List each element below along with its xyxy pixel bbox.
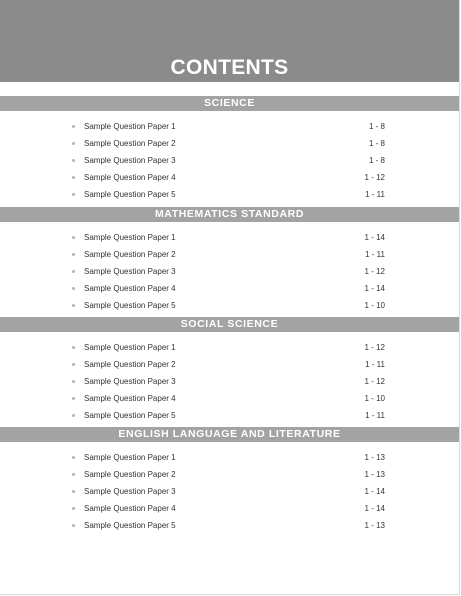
bullet-icon bbox=[72, 397, 75, 400]
item-page-range: 1 - 13 bbox=[364, 470, 385, 479]
item-page-range: 1 - 13 bbox=[364, 453, 385, 462]
item-label: Sample Question Paper 1 bbox=[84, 233, 176, 242]
bullet-icon bbox=[72, 176, 75, 179]
item-page-range: 1 - 11 bbox=[365, 250, 385, 259]
page-title: CONTENTS bbox=[170, 56, 289, 79]
item-page-range: 1 - 12 bbox=[364, 343, 385, 352]
bullet-icon bbox=[72, 304, 75, 307]
bullet-icon bbox=[72, 456, 75, 459]
bullet-icon bbox=[72, 507, 75, 510]
list-item[interactable] bbox=[0, 229, 459, 246]
item-label: Sample Question Paper 2 bbox=[84, 470, 176, 479]
item-label: Sample Question Paper 2 bbox=[84, 139, 176, 148]
list-item[interactable] bbox=[0, 407, 459, 424]
list-item[interactable] bbox=[0, 152, 459, 169]
list-item[interactable] bbox=[0, 339, 459, 356]
bullet-icon bbox=[72, 380, 75, 383]
bullet-icon bbox=[72, 473, 75, 476]
item-label: Sample Question Paper 3 bbox=[84, 267, 176, 276]
list-item[interactable] bbox=[0, 449, 459, 466]
bullet-icon bbox=[72, 193, 75, 196]
list-item[interactable] bbox=[0, 280, 459, 297]
section-heading: ENGLISH LANGUAGE AND LITERATURE bbox=[0, 427, 459, 442]
item-page-range: 1 - 8 bbox=[368, 139, 385, 148]
item-page-range: 1 - 14 bbox=[364, 487, 385, 496]
bullet-icon bbox=[72, 142, 75, 145]
item-label: Sample Question Paper 3 bbox=[84, 487, 176, 496]
bullet-icon bbox=[72, 490, 75, 493]
list-item[interactable] bbox=[0, 135, 459, 152]
list-item[interactable] bbox=[0, 466, 459, 483]
item-page-range: 1 - 14 bbox=[364, 233, 385, 242]
list-item[interactable] bbox=[0, 483, 459, 500]
list-item[interactable] bbox=[0, 373, 459, 390]
bullet-icon bbox=[72, 253, 75, 256]
item-label: Sample Question Paper 5 bbox=[84, 521, 176, 530]
list-item[interactable] bbox=[0, 390, 459, 407]
bullet-icon bbox=[72, 414, 75, 417]
item-label: Sample Question Paper 4 bbox=[84, 284, 176, 293]
item-page-range: 1 - 13 bbox=[364, 521, 385, 530]
section-english-language-and-literature bbox=[0, 427, 459, 534]
section-heading: SCIENCE bbox=[0, 96, 459, 111]
item-page-range: 1 - 11 bbox=[365, 190, 385, 199]
list-item[interactable] bbox=[0, 246, 459, 263]
section-item-list bbox=[0, 222, 459, 314]
item-page-range: 1 - 11 bbox=[365, 360, 385, 369]
item-page-range: 1 - 8 bbox=[368, 122, 385, 131]
item-label: Sample Question Paper 1 bbox=[84, 122, 176, 131]
bullet-icon bbox=[72, 287, 75, 290]
section-social-science bbox=[0, 317, 459, 424]
item-page-range: 1 - 14 bbox=[364, 284, 385, 293]
item-label: Sample Question Paper 1 bbox=[84, 343, 176, 352]
item-label: Sample Question Paper 3 bbox=[84, 377, 176, 386]
bullet-icon bbox=[72, 363, 75, 366]
item-page-range: 1 - 12 bbox=[364, 173, 385, 182]
header-banner bbox=[0, 0, 459, 82]
list-item[interactable] bbox=[0, 297, 459, 314]
item-label: Sample Question Paper 4 bbox=[84, 394, 176, 403]
section-heading: SOCIAL SCIENCE bbox=[0, 317, 459, 332]
item-label: Sample Question Paper 5 bbox=[84, 190, 176, 199]
item-page-range: 1 - 10 bbox=[364, 301, 385, 310]
list-item[interactable] bbox=[0, 356, 459, 373]
bullet-icon bbox=[72, 125, 75, 128]
list-item[interactable] bbox=[0, 500, 459, 517]
section-item-list bbox=[0, 332, 459, 424]
item-page-range: 1 - 10 bbox=[364, 394, 385, 403]
list-item[interactable] bbox=[0, 118, 459, 135]
item-label: Sample Question Paper 3 bbox=[84, 156, 176, 165]
bullet-icon bbox=[72, 524, 75, 527]
item-label: Sample Question Paper 2 bbox=[84, 360, 176, 369]
item-label: Sample Question Paper 5 bbox=[84, 411, 176, 420]
item-page-range: 1 - 8 bbox=[368, 156, 385, 165]
list-item[interactable] bbox=[0, 517, 459, 534]
item-label: Sample Question Paper 1 bbox=[84, 453, 176, 462]
section-item-list bbox=[0, 111, 459, 203]
item-page-range: 1 - 12 bbox=[364, 267, 385, 276]
item-page-range: 1 - 14 bbox=[364, 504, 385, 513]
item-page-range: 1 - 12 bbox=[364, 377, 385, 386]
section-heading: MATHEMATICS STANDARD bbox=[0, 207, 459, 222]
bullet-icon bbox=[72, 159, 75, 162]
item-label: Sample Question Paper 4 bbox=[84, 504, 176, 513]
section-mathematics-standard bbox=[0, 207, 459, 314]
section-item-list bbox=[0, 442, 459, 534]
section-science bbox=[0, 96, 459, 203]
list-item[interactable] bbox=[0, 186, 459, 203]
item-label: Sample Question Paper 5 bbox=[84, 301, 176, 310]
bullet-icon bbox=[72, 236, 75, 239]
item-label: Sample Question Paper 4 bbox=[84, 173, 176, 182]
bullet-icon bbox=[72, 346, 75, 349]
item-page-range: 1 - 11 bbox=[365, 411, 385, 420]
list-item[interactable] bbox=[0, 263, 459, 280]
list-item[interactable] bbox=[0, 169, 459, 186]
bullet-icon bbox=[72, 270, 75, 273]
item-label: Sample Question Paper 2 bbox=[84, 250, 176, 259]
